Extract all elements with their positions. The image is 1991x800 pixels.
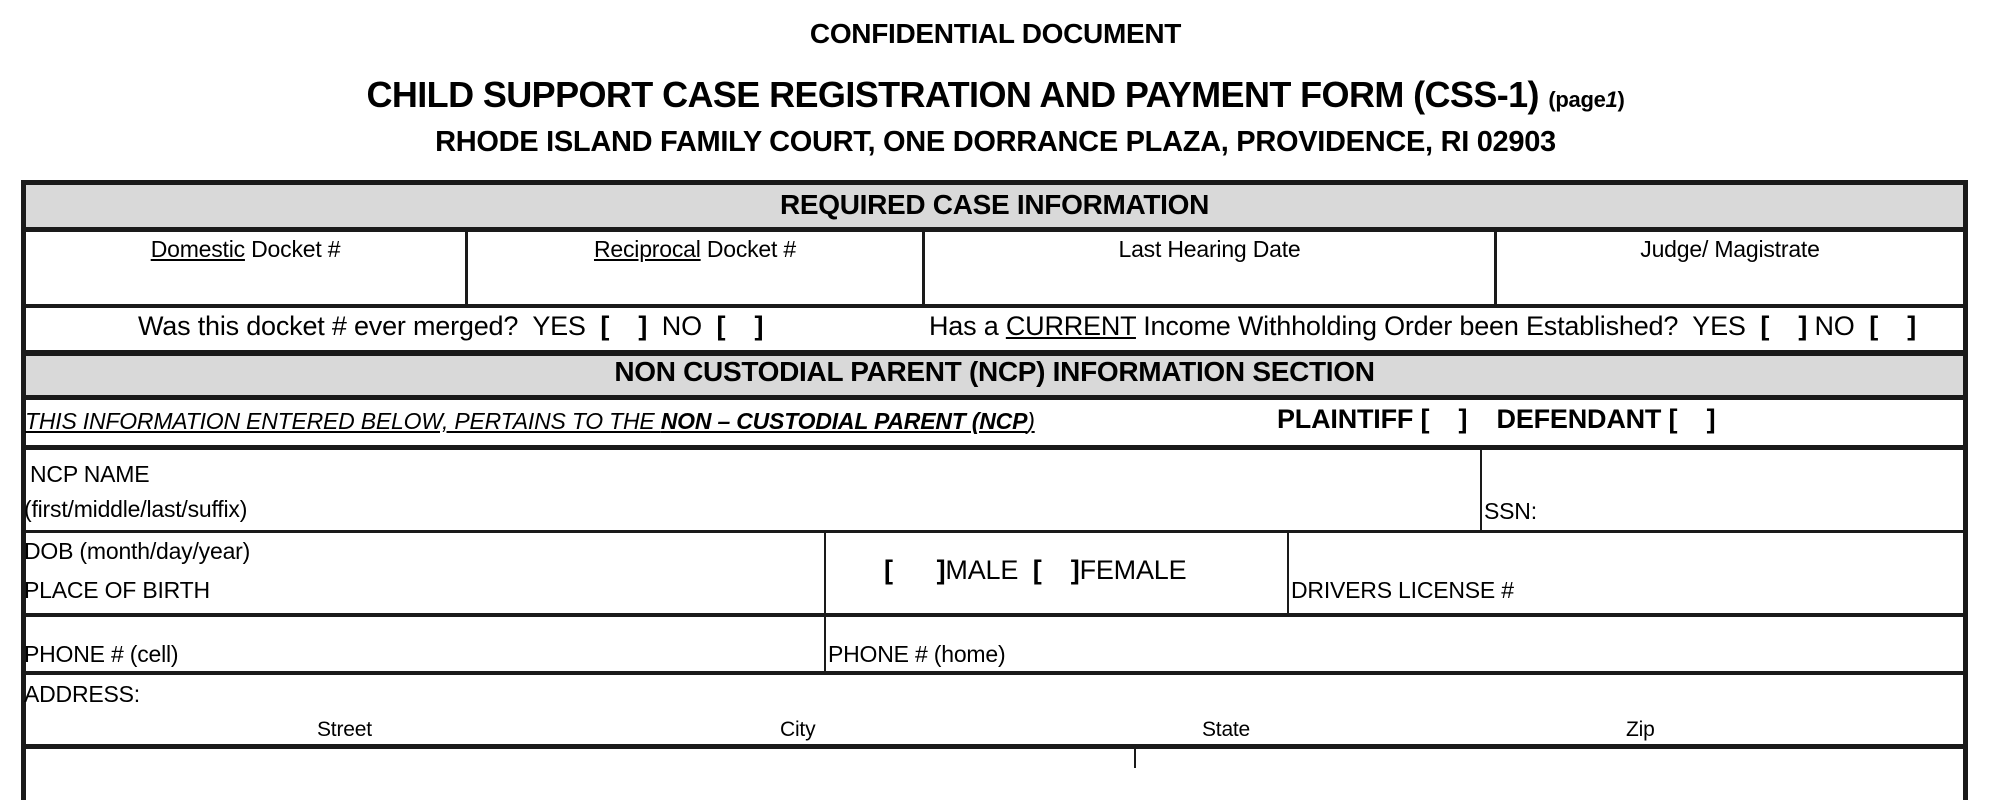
- defendant-checkbox[interactable]: [ ]: [1668, 404, 1716, 434]
- judge-magistrate-field[interactable]: [1497, 236, 1963, 263]
- last-hearing-date-label: Last Hearing Date: [1118, 236, 1301, 262]
- ssn-label: SSN:: [1484, 498, 1537, 524]
- divider: [21, 304, 1968, 308]
- iwo-no-label: NO: [1814, 311, 1855, 341]
- iwo-question: [929, 311, 1916, 342]
- judge-magistrate-label: Judge/ Magistrate: [1640, 236, 1820, 262]
- female-checkbox[interactable]: [ ]: [1032, 555, 1080, 585]
- iwo-yes-checkbox[interactable]: [ ]: [1760, 311, 1808, 341]
- pertains-prefix: THIS INFORMATION ENTERED BELOW, PERTAINS TO THE: [25, 408, 661, 434]
- dob-label: DOB (month/day/year): [24, 538, 251, 564]
- merged-question: [138, 311, 763, 342]
- column-divider: [824, 617, 826, 672]
- page-indicator: [1548, 87, 1624, 112]
- merged-yes-checkbox[interactable]: [ ]: [600, 311, 648, 341]
- merged-yes-label: YES: [532, 311, 586, 341]
- defendant-label: DEFENDANT: [1496, 404, 1662, 434]
- ncp-name-field[interactable]: [26, 450, 1481, 530]
- pertains-statement: [25, 408, 1035, 435]
- next-row-left-field[interactable]: [26, 749, 1134, 768]
- next-row-right-field[interactable]: [1136, 749, 1963, 768]
- reciprocal-docket-label: Docket #: [700, 236, 796, 262]
- column-divider: [824, 533, 826, 614]
- plaintiff-label: PLAINTIFF: [1277, 404, 1414, 434]
- column-divider: [1480, 450, 1482, 531]
- address-field[interactable]: [26, 675, 1963, 744]
- address-zip-label: Zip: [1626, 718, 1655, 741]
- ncp-section-title: NON CUSTODIAL PARENT (NCP) INFORMATION SECTION: [614, 356, 1375, 387]
- court-address: RHODE ISLAND FAMILY COURT, ONE DORRANCE PLAZA, PROVIDENCE, RI 02903: [435, 126, 1556, 158]
- required-case-section-title: REQUIRED CASE INFORMATION: [779, 189, 1210, 220]
- address-label: ADDRESS:: [24, 681, 140, 707]
- column-divider: [1287, 533, 1289, 614]
- ncp-name-label: NCP NAME: [30, 461, 150, 487]
- ssn-field[interactable]: [1483, 450, 1963, 530]
- party-role-selector: [1277, 404, 1715, 435]
- pertains-suffix: ): [1027, 408, 1035, 434]
- domestic-docket-label: Docket #: [244, 236, 341, 262]
- form-title: [0, 74, 1991, 116]
- male-checkbox[interactable]: [ ]: [884, 555, 946, 585]
- address-city-label: City: [780, 718, 816, 741]
- page-prefix: (page: [1548, 87, 1606, 112]
- iwo-question-suffix: Income Withholding Order been Established?: [1135, 311, 1679, 341]
- last-hearing-date-field[interactable]: [925, 236, 1494, 263]
- page-suffix: ): [1617, 87, 1625, 112]
- dob-field[interactable]: [26, 533, 824, 613]
- gender-selector: [884, 555, 1186, 586]
- ncp-name-sublabel: (first/middle/last/suffix): [24, 496, 248, 522]
- address-street-label: Street: [317, 718, 372, 741]
- iwo-question-prefix: Has a: [929, 311, 1006, 341]
- merged-no-checkbox[interactable]: [ ]: [716, 311, 764, 341]
- domestic-docket-label-underlined: Domestic: [150, 236, 245, 262]
- phone-cell-field[interactable]: [26, 617, 824, 671]
- drivers-license-label: DRIVERS LICENSE #: [1291, 577, 1514, 603]
- form-title-text: CHILD SUPPORT CASE REGISTRATION AND PAYMENT FORM (CSS-1): [366, 74, 1539, 115]
- place-of-birth-label: PLACE OF BIRTH: [24, 577, 210, 603]
- page-number: 1: [1605, 87, 1618, 112]
- reciprocal-docket-label-underlined: Reciprocal: [593, 236, 701, 262]
- drivers-license-field[interactable]: [1290, 533, 1963, 613]
- merged-question-text: Was this docket # ever merged?: [138, 311, 519, 341]
- domestic-docket-field[interactable]: [26, 236, 465, 263]
- pertains-bold: NON – CUSTODIAL PARENT (NCP: [660, 408, 1028, 434]
- merged-no-label: NO: [661, 311, 702, 341]
- confidential-heading: CONFIDENTIAL DOCUMENT: [809, 18, 1182, 49]
- phone-home-field[interactable]: [827, 617, 1963, 671]
- address-state-label: State: [1202, 718, 1251, 741]
- divider: [21, 395, 1968, 400]
- male-label: MALE: [945, 555, 1019, 585]
- plaintiff-checkbox[interactable]: [ ]: [1420, 404, 1468, 434]
- iwo-question-current: CURRENT: [1005, 311, 1136, 341]
- reciprocal-docket-field[interactable]: [468, 236, 922, 263]
- phone-cell-label: PHONE # (cell): [24, 641, 179, 667]
- female-label: FEMALE: [1079, 555, 1187, 585]
- iwo-no-checkbox[interactable]: [ ]: [1869, 311, 1916, 341]
- divider: [21, 227, 1968, 232]
- iwo-yes-label: YES: [1692, 311, 1746, 341]
- phone-home-label: PHONE # (home): [828, 641, 1006, 667]
